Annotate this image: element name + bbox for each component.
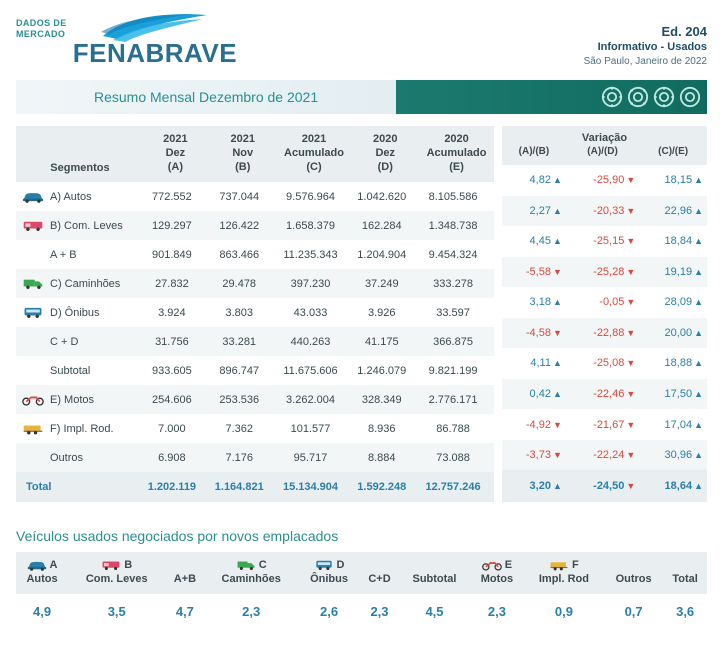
variation-row bbox=[502, 348, 707, 379]
arrow-up-icon: ▲ bbox=[694, 175, 703, 186]
gear-icon bbox=[627, 86, 649, 108]
variation-cell: 22,96 ▲ bbox=[664, 204, 703, 217]
arrow-up-icon: ▲ bbox=[694, 450, 703, 461]
row-label-cell bbox=[16, 385, 142, 414]
row-label: E) Motos bbox=[50, 393, 95, 406]
row-label-cell bbox=[16, 356, 142, 385]
ratio-value: 4,5 bbox=[399, 594, 470, 629]
variation-cell: 30,96 ▲ bbox=[664, 449, 703, 462]
arrow-down-icon: ▼ bbox=[552, 419, 562, 430]
row-label-cell bbox=[16, 240, 142, 269]
variation-table bbox=[502, 126, 707, 502]
variation-row bbox=[502, 379, 707, 410]
variation-cell: -25,90 ▼ bbox=[593, 174, 636, 187]
variation-cell: -22,46 ▼ bbox=[593, 387, 636, 400]
col-header-autos: A Autos bbox=[16, 552, 68, 594]
table-row bbox=[16, 385, 494, 414]
fenabrave-logo bbox=[16, 12, 237, 66]
cell-value: 27.832 bbox=[155, 277, 189, 290]
variation-cell: -20,33 ▼ bbox=[593, 204, 636, 217]
row-label: F) Impl. Rod. bbox=[50, 422, 114, 435]
variation-row bbox=[502, 196, 707, 227]
ratio-value: 4,7 bbox=[165, 594, 204, 629]
table-row bbox=[16, 414, 494, 443]
header-meta bbox=[584, 12, 707, 69]
ratio-value: 3,6 bbox=[663, 594, 707, 629]
truck-icon bbox=[236, 559, 256, 571]
row-label-cell bbox=[16, 414, 142, 443]
total-value: 1.202.119 bbox=[147, 481, 197, 493]
variation-cell: 4,82 ▲ bbox=[529, 174, 562, 187]
arrow-down-icon: ▼ bbox=[626, 236, 636, 247]
ratio-value: 4,9 bbox=[16, 594, 68, 629]
arrow-up-icon: ▲ bbox=[694, 236, 703, 247]
monthly-summary-table bbox=[16, 126, 494, 502]
cell-value: 3.926 bbox=[368, 306, 396, 319]
row-label: Subtotal bbox=[50, 364, 91, 377]
arrow-up-icon: ▲ bbox=[694, 419, 703, 430]
cell-value: 328.349 bbox=[361, 393, 402, 406]
section-title: Resumo Mensal Dezembro de 2021 bbox=[94, 89, 319, 105]
arrow-up-icon: ▲ bbox=[552, 175, 562, 186]
col-header-com-leves: B Com. Leves bbox=[68, 552, 165, 594]
page-header bbox=[0, 0, 723, 78]
arrow-down-icon: ▼ bbox=[626, 205, 636, 216]
arrow-up-icon: ▲ bbox=[694, 388, 703, 399]
variation-cell: 4,45 ▲ bbox=[529, 235, 562, 248]
bulletin-type: Informativo - Usados bbox=[597, 41, 707, 53]
logo-tagline-line1: DADOS DE bbox=[16, 18, 67, 28]
total-value: 15.134.904 bbox=[282, 481, 339, 493]
row-label: C) Caminhões bbox=[50, 277, 121, 290]
col-header-outros: Outros bbox=[604, 552, 663, 594]
arrow-up-icon: ▲ bbox=[552, 388, 562, 399]
col-header-var-ad: (A)/(D) bbox=[566, 146, 639, 165]
row-label-cell bbox=[16, 298, 142, 327]
variation-cell: 17,04 ▲ bbox=[664, 418, 703, 431]
cell-value: 37.249 bbox=[364, 277, 399, 290]
total-value: 1.164.821 bbox=[214, 481, 264, 493]
cell-value: 6.908 bbox=[158, 451, 186, 464]
col-header-c-plus-d: C+D bbox=[360, 552, 399, 594]
arrow-up-icon: ▲ bbox=[694, 266, 703, 277]
table-row bbox=[16, 269, 494, 298]
cell-value: 440.263 bbox=[290, 335, 331, 348]
table-row bbox=[16, 327, 494, 356]
arrow-down-icon: ▼ bbox=[626, 358, 636, 369]
cell-value: 162.284 bbox=[361, 219, 402, 232]
col-header-var-ce: (C)/(E) bbox=[639, 146, 707, 165]
table-row bbox=[16, 298, 494, 327]
cell-value: 86.788 bbox=[436, 422, 470, 435]
variation-cell: -25,28 ▼ bbox=[593, 265, 636, 278]
moto-icon bbox=[482, 559, 502, 571]
car-icon bbox=[27, 559, 47, 571]
col-header-a-plus-b: A+B bbox=[165, 552, 204, 594]
variation-cell: -0,05 ▼ bbox=[599, 296, 636, 309]
variation-cell: 18,15 ▲ bbox=[664, 174, 703, 187]
row-label: D) Ônibus bbox=[50, 306, 100, 319]
cell-value: 896.747 bbox=[219, 364, 260, 377]
row-label-cell bbox=[16, 211, 142, 240]
cell-value: 254.606 bbox=[152, 393, 192, 406]
cell-value: 9.454.324 bbox=[428, 248, 478, 261]
arrow-down-icon: ▼ bbox=[626, 419, 636, 430]
variation-cell: 0,42 ▲ bbox=[529, 387, 562, 400]
col-header-total: Total bbox=[663, 552, 707, 594]
cell-value: 9.576.964 bbox=[286, 190, 335, 203]
ratio-value: 2,3 bbox=[360, 594, 399, 629]
arrow-up-icon: ▲ bbox=[552, 236, 562, 247]
cell-value: 737.044 bbox=[219, 190, 260, 203]
truck-icon bbox=[22, 277, 44, 290]
variation-cell: 18,88 ▲ bbox=[664, 357, 703, 370]
row-label: Outros bbox=[50, 451, 84, 464]
cell-value: 95.717 bbox=[293, 451, 328, 464]
ratio-row bbox=[16, 594, 707, 629]
col-header-2021-nov: 2021 Nov (B) bbox=[209, 126, 277, 182]
variation-row bbox=[502, 165, 707, 196]
col-header-2020-acumulado: 2020 Acumulado (E) bbox=[419, 126, 494, 182]
variation-cell: -25,15 ▼ bbox=[593, 235, 636, 248]
cell-value: 11.675.606 bbox=[283, 364, 338, 377]
arrow-up-icon: ▲ bbox=[552, 297, 562, 308]
variation-cell: 20,00 ▲ bbox=[664, 326, 703, 339]
variation-row bbox=[502, 257, 707, 288]
arrow-up-icon: ▲ bbox=[694, 358, 703, 369]
variation-row bbox=[502, 409, 707, 440]
cell-value: 366.875 bbox=[433, 335, 473, 348]
row-label: C + D bbox=[50, 335, 79, 348]
col-header-impl-rod: F Impl. Rod bbox=[524, 552, 604, 594]
variation-cell: 28,09 ▲ bbox=[664, 296, 703, 309]
cell-value: 7.362 bbox=[225, 422, 253, 435]
arrow-up-icon: ▲ bbox=[694, 327, 703, 338]
table-body bbox=[16, 182, 494, 502]
row-label: A + B bbox=[50, 248, 77, 261]
brand-name: FENABRAVE bbox=[72, 38, 238, 68]
arrow-up-icon: ▲ bbox=[694, 205, 703, 216]
row-label-cell bbox=[16, 443, 142, 472]
total-label: Total bbox=[26, 481, 52, 493]
row-label-cell bbox=[16, 182, 142, 211]
variation-total-cell: -24,50 ▼ bbox=[593, 480, 636, 493]
cell-value: 253.536 bbox=[219, 393, 260, 406]
cell-value: 73.088 bbox=[436, 451, 470, 464]
cell-value: 901.849 bbox=[152, 248, 192, 261]
total-value: 12.757.246 bbox=[425, 481, 481, 493]
variation-cell: -22,88 ▼ bbox=[593, 326, 636, 339]
table-head bbox=[16, 126, 494, 182]
arrow-down-icon: ▼ bbox=[626, 297, 636, 308]
variation-cell: -5,58 ▼ bbox=[525, 265, 562, 278]
cell-value: 863.466 bbox=[219, 248, 260, 261]
variation-cell: 2,27 ▲ bbox=[529, 204, 562, 217]
ratio-value: 2,3 bbox=[204, 594, 298, 629]
van-icon bbox=[22, 219, 44, 232]
arrow-up-icon: ▲ bbox=[552, 358, 562, 369]
cell-value: 41.175 bbox=[364, 335, 399, 348]
section-title-bar bbox=[16, 80, 707, 114]
trailer-icon bbox=[549, 559, 569, 571]
cell-value: 333.278 bbox=[433, 277, 473, 290]
total-value: 1.592.248 bbox=[357, 481, 407, 493]
col-header-2021-acumulado: 2021 Acumulado (C) bbox=[277, 126, 352, 182]
arrow-down-icon: ▼ bbox=[552, 266, 562, 277]
variation-cell: 3,18 ▲ bbox=[529, 296, 562, 309]
col-header-subtotal: Subtotal bbox=[399, 552, 470, 594]
bus-icon bbox=[314, 559, 334, 571]
cell-value: 3.803 bbox=[225, 306, 253, 319]
cell-value: 772.552 bbox=[152, 190, 192, 203]
publication-place-date: São Paulo, Janeiro de 2022 bbox=[583, 56, 707, 67]
variation-cell: 19,19 ▲ bbox=[664, 265, 703, 278]
variation-cell: -25,08 ▼ bbox=[593, 357, 636, 370]
table-row bbox=[16, 211, 494, 240]
bus-icon bbox=[22, 306, 44, 319]
arrow-down-icon: ▼ bbox=[626, 388, 636, 399]
variation-cell: 17,50 ▲ bbox=[664, 387, 703, 400]
edition-label: Ed. 204 bbox=[661, 24, 707, 39]
gear-icon bbox=[653, 86, 675, 108]
arrow-down-icon: ▼ bbox=[552, 327, 562, 338]
ratio-value: 0,9 bbox=[524, 594, 604, 629]
row-label: B) Com. Leves bbox=[50, 219, 123, 232]
row-label: A) Autos bbox=[50, 190, 92, 203]
row-label-cell bbox=[16, 327, 142, 356]
table-row bbox=[16, 182, 494, 211]
variation-cell: 18,84 ▲ bbox=[664, 235, 703, 248]
variation-total-cell: 3,20 ▲ bbox=[529, 480, 562, 493]
variation-cell: -3,73 ▼ bbox=[525, 449, 562, 462]
table-row bbox=[16, 443, 494, 472]
variation-row bbox=[502, 226, 707, 257]
cell-value: 2.776.171 bbox=[428, 393, 478, 406]
col-header-motos: E Motos bbox=[470, 552, 524, 594]
table-row bbox=[16, 240, 494, 269]
cell-value: 397.230 bbox=[290, 277, 331, 290]
cell-value: 11.235.343 bbox=[283, 248, 338, 261]
variation-cell: 4,11 ▲ bbox=[530, 357, 562, 370]
cell-value: 29.478 bbox=[222, 277, 257, 290]
cell-value: 1.348.738 bbox=[428, 219, 478, 232]
summary-panel bbox=[16, 126, 707, 502]
logo-tagline-line2: MERCADO bbox=[16, 29, 66, 39]
variation-cell: -4,92 ▼ bbox=[525, 418, 562, 431]
moto-icon bbox=[22, 393, 44, 406]
cell-value: 33.281 bbox=[222, 335, 257, 348]
cell-value: 101.577 bbox=[290, 422, 331, 435]
table-row bbox=[16, 356, 494, 385]
cell-value: 3.924 bbox=[158, 306, 186, 319]
gear-decoration bbox=[601, 80, 701, 114]
row-label-cell bbox=[16, 269, 142, 298]
variation-total-cell: 18,64 ▲ bbox=[664, 480, 703, 493]
cell-value: 1.246.079 bbox=[357, 364, 407, 377]
used-per-new-table bbox=[16, 552, 707, 629]
cell-value: 7.176 bbox=[225, 451, 253, 464]
col-header-2021-dez: 2021 Dez (A) bbox=[142, 126, 209, 182]
cell-value: 33.597 bbox=[436, 306, 470, 319]
arrow-down-icon: ▼ bbox=[626, 175, 636, 186]
variation-row bbox=[502, 440, 707, 471]
cell-value: 1.042.620 bbox=[357, 190, 407, 203]
cell-value: 1.204.904 bbox=[357, 248, 407, 261]
cell-value: 43.033 bbox=[293, 306, 328, 319]
gear-icon bbox=[601, 86, 623, 108]
ratio-value: 2,3 bbox=[470, 594, 524, 629]
arrow-up-icon: ▲ bbox=[694, 481, 703, 492]
arrow-down-icon: ▼ bbox=[552, 450, 562, 461]
car-icon bbox=[22, 190, 44, 203]
variation-total-row bbox=[502, 470, 707, 502]
table-total-row bbox=[16, 472, 494, 502]
cell-value: 126.422 bbox=[219, 219, 260, 232]
cell-value: 8.884 bbox=[368, 451, 396, 464]
variation-row bbox=[502, 287, 707, 318]
cell-value: 3.262.004 bbox=[286, 393, 335, 406]
arrow-up-icon: ▲ bbox=[552, 205, 562, 216]
arrow-down-icon: ▼ bbox=[626, 266, 636, 277]
col-header-2020-dez: 2020 Dez (D) bbox=[351, 126, 419, 182]
cell-value: 31.756 bbox=[155, 335, 189, 348]
variation-cell: -4,58 ▼ bbox=[525, 326, 562, 339]
col-header-segments: Segmentos bbox=[16, 126, 142, 182]
arrow-down-icon: ▼ bbox=[626, 481, 636, 492]
gear-icon bbox=[679, 86, 701, 108]
cell-value: 9.821.199 bbox=[428, 364, 478, 377]
cell-value: 8.105.586 bbox=[428, 190, 478, 203]
cell-value: 933.605 bbox=[152, 364, 192, 377]
variation-cell: -22,24 ▼ bbox=[593, 449, 636, 462]
arrow-down-icon: ▼ bbox=[626, 327, 636, 338]
ratio-value: 2,6 bbox=[298, 594, 360, 629]
arrow-up-icon: ▲ bbox=[694, 297, 703, 308]
variation-row bbox=[502, 318, 707, 349]
col-header-caminhoes: C Caminhões bbox=[204, 552, 298, 594]
section2-title: Veículos usados negociados por novos emplacados bbox=[16, 528, 339, 544]
variation-title: Variação bbox=[502, 126, 707, 146]
trailer-icon bbox=[22, 422, 44, 435]
logo-tagline bbox=[16, 12, 73, 40]
arrow-up-icon: ▲ bbox=[552, 481, 562, 492]
cell-value: 129.297 bbox=[152, 219, 192, 232]
ratio-value: 3,5 bbox=[68, 594, 165, 629]
cell-value: 1.658.379 bbox=[286, 219, 335, 232]
col-header-onibus: D Ônibus bbox=[298, 552, 360, 594]
arrow-down-icon: ▼ bbox=[626, 450, 636, 461]
van-icon bbox=[101, 559, 121, 571]
cell-value: 8.936 bbox=[368, 422, 396, 435]
variation-cell: -21,67 ▼ bbox=[593, 418, 636, 431]
cell-value: 7.000 bbox=[158, 422, 186, 435]
col-header-var-ab: (A)/(B) bbox=[502, 146, 566, 165]
ratio-value: 0,7 bbox=[604, 594, 663, 629]
